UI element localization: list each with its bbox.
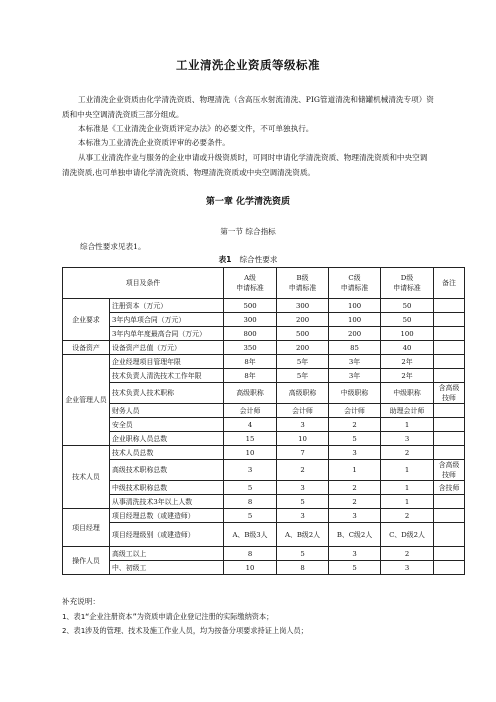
cell-b: 500: [277, 327, 329, 341]
group-enterprise: 企业要求: [63, 299, 110, 341]
cell-b: 高级职称: [277, 383, 329, 404]
table-row: [63, 547, 465, 561]
cell-c: 2: [329, 481, 381, 495]
requirements-table: [62, 267, 465, 575]
cell-a: 500: [224, 299, 277, 313]
cell-b: 3: [277, 418, 329, 432]
section-heading: 第一节 综合指标: [220, 227, 276, 236]
cell-note: [434, 418, 465, 432]
note-item: 2、表1涉及的管理、技术及施工作业人员，均为按备分项要求持证上岗人员；: [62, 626, 308, 635]
cell-note: [434, 432, 465, 446]
notes-heading: 补充说明：: [62, 597, 100, 606]
cell-a: A、B级3人: [224, 523, 277, 547]
cell-a: 10: [224, 561, 277, 575]
row-label: 技术负责人技术职称: [110, 383, 224, 404]
cell-b: 7: [277, 446, 329, 460]
row-label: 企业职称人员总数: [110, 432, 224, 446]
cell-d: 2年: [381, 369, 434, 383]
cell-a: 10: [224, 446, 277, 460]
cell-note: 含高级技师: [434, 460, 465, 481]
cell-c: 100: [329, 313, 381, 327]
table-row: [63, 460, 465, 481]
table-header-row: [63, 268, 465, 299]
row-label: 设备资产总值（万元）: [110, 341, 224, 355]
row-label: 技术负责人清洗技术工作年限: [110, 369, 224, 383]
cell-note: [434, 561, 465, 575]
cell-c: 3年: [329, 369, 381, 383]
table-row: [63, 383, 465, 404]
document-title: 工业清洗企业资质等级标准: [176, 58, 320, 72]
header-note: 备注: [434, 268, 465, 299]
cell-b: 3: [277, 509, 329, 523]
group-project-manager: 项目经理: [63, 509, 110, 547]
cell-a: 800: [224, 327, 277, 341]
cell-c: B、C级2人: [329, 523, 381, 547]
cell-b: 3: [277, 481, 329, 495]
header-grade-b: B级 申请标准: [277, 268, 329, 299]
cell-c: 3年: [329, 355, 381, 369]
cell-d: 1: [381, 460, 434, 481]
table-row: [63, 369, 465, 383]
cell-b: 5年: [277, 355, 329, 369]
cell-d: 2: [381, 446, 434, 460]
cell-b: 5: [277, 547, 329, 561]
cell-a: 350: [224, 341, 277, 355]
row-label: 项目经理级别（或建造师）: [110, 523, 224, 547]
cell-a: 3: [224, 460, 277, 481]
cell-note: [434, 547, 465, 561]
cell-d: 1: [381, 418, 434, 432]
table-row: [63, 327, 465, 341]
header-item: 项目及条件: [63, 268, 224, 299]
chapter-heading: 第一章 化学清洗资质: [205, 197, 291, 207]
paragraph-composition: 工业清洗企业资质由化学清洗资质、物理清洗（含高压水射流清洗、PIG管道清洗和储罐机械清洗专项）资质和中央空调清洗资质三部分组成。: [62, 95, 434, 119]
cell-c: 5: [329, 561, 381, 575]
cell-b: A、B级2人: [277, 523, 329, 547]
row-label: 从事清洗技术3年以上人数: [110, 495, 224, 509]
row-label: 中、初级工: [110, 561, 224, 575]
cell-b: 2: [277, 460, 329, 481]
cell-d: 3: [381, 432, 434, 446]
cell-c: 200: [329, 327, 381, 341]
cell-d: 40: [381, 341, 434, 355]
cell-c: 3: [329, 509, 381, 523]
cell-note: [434, 523, 465, 547]
cell-a: 8: [224, 547, 277, 561]
cell-d: 3: [381, 561, 434, 575]
cell-d: 50: [381, 313, 434, 327]
row-label: 安全员: [110, 418, 224, 432]
cell-note: [434, 495, 465, 509]
cell-c: 会计师: [329, 404, 381, 418]
cell-b: 8: [277, 561, 329, 575]
cell-d: 2: [381, 547, 434, 561]
cell-a: 8: [224, 495, 277, 509]
table-caption-text: 综合性要求: [239, 255, 278, 264]
note-item: 1、表1“企业注册资本”为资质申请企业登记注册的实际缴纳资本；: [62, 611, 274, 621]
row-label: 3年内单年度最高合同（万元）: [110, 327, 224, 341]
group-assets: 设备资产: [63, 341, 110, 355]
cell-d: 2年: [381, 355, 434, 369]
row-label: 高级技术职称总数: [110, 460, 224, 481]
cell-c: 2: [329, 495, 381, 509]
cell-c: 3: [329, 446, 381, 460]
cell-c: 100: [329, 299, 381, 313]
row-label: 企业经理项目管理年限: [110, 355, 224, 369]
cell-b: 10: [277, 432, 329, 446]
table-intro: 综合性要求见表1。: [80, 242, 146, 251]
cell-c: 1: [329, 460, 381, 481]
cell-b: 会计师: [277, 404, 329, 418]
group-operators: 操作人员: [63, 547, 110, 575]
cell-note: 含技师: [434, 481, 465, 495]
paragraph-review: 本标准为工业清洗企业资质评审的必要条件。: [78, 138, 230, 147]
row-label: 注册资本（万元）: [110, 299, 224, 313]
cell-d: 50: [381, 299, 434, 313]
cell-b: 200: [277, 341, 329, 355]
paragraph-necessity: 本标准是《工业清洗企业资质评定办法》的必要文件，不可单独执行。: [78, 124, 314, 133]
cell-a: 5: [224, 481, 277, 495]
cell-a: 高级职称: [224, 383, 277, 404]
row-label: 中级技术职称总数: [110, 481, 224, 495]
row-label: 财务人员: [110, 404, 224, 418]
cell-b: 5: [277, 495, 329, 509]
cell-c: 85: [329, 341, 381, 355]
table-row: [63, 446, 465, 460]
table-row: [63, 341, 465, 355]
table-row: [63, 495, 465, 509]
cell-d: 100: [381, 327, 434, 341]
table-row: [63, 561, 465, 575]
row-label: 项目经理总数（或建造师）: [110, 509, 224, 523]
cell-c: 5: [329, 432, 381, 446]
cell-a: 8年: [224, 355, 277, 369]
cell-note: [434, 313, 465, 327]
cell-note: [434, 446, 465, 460]
table-caption-label: 表1: [218, 255, 232, 264]
cell-d: 1: [381, 481, 434, 495]
row-label: 技术人员总数: [110, 446, 224, 460]
cell-a: 300: [224, 313, 277, 327]
cell-note: [434, 355, 465, 369]
cell-d: 2: [381, 509, 434, 523]
table-row: [63, 299, 465, 313]
header-grade-d: D级 申请标准: [381, 268, 434, 299]
table-row: [63, 404, 465, 418]
table-row: [63, 355, 465, 369]
header-grade-a: A级 申请标准: [224, 268, 277, 299]
paragraph-application: 从事工业清洗作业与服务的企业申请或升级资质时，可同时申请化学清洗资质、物理清洗资质和中央空调清洗资质,也可单独申请化学清洗资质、物理清洗资质或中央空调清洗资质。: [62, 153, 428, 177]
cell-a: 8年: [224, 369, 277, 383]
table-row: [63, 523, 465, 547]
cell-note: [434, 341, 465, 355]
cell-c: 中级职称: [329, 383, 381, 404]
cell-b: 200: [277, 313, 329, 327]
row-label: 3年内单项合同（万元）: [110, 313, 224, 327]
cell-a: 5: [224, 509, 277, 523]
table-row: [63, 481, 465, 495]
header-grade-c: C级 申请标准: [329, 268, 381, 299]
cell-d: 中级职称: [381, 383, 434, 404]
cell-d: C、D级2人: [381, 523, 434, 547]
cell-note: [434, 327, 465, 341]
row-label: 高级工以上: [110, 547, 224, 561]
cell-note: [434, 299, 465, 313]
cell-c: 2: [329, 418, 381, 432]
cell-b: 5年: [277, 369, 329, 383]
table-row: [63, 509, 465, 523]
table-caption: [0, 254, 496, 265]
cell-d: 1: [381, 495, 434, 509]
cell-c: 3: [329, 547, 381, 561]
cell-a: 4: [224, 418, 277, 432]
table-row: [63, 432, 465, 446]
cell-a: 15: [224, 432, 277, 446]
cell-note: [434, 404, 465, 418]
cell-note: [434, 509, 465, 523]
cell-note: 含高级技师: [434, 383, 465, 404]
cell-d: 助理会计师: [381, 404, 434, 418]
supplementary-notes: [62, 595, 308, 639]
group-technical: 技术人员: [63, 446, 110, 509]
table-row: [63, 313, 465, 327]
cell-b: 300: [277, 299, 329, 313]
group-management: 企业管理人员: [63, 355, 110, 446]
table-row: [63, 418, 465, 432]
cell-note: [434, 369, 465, 383]
cell-a: 会计师: [224, 404, 277, 418]
